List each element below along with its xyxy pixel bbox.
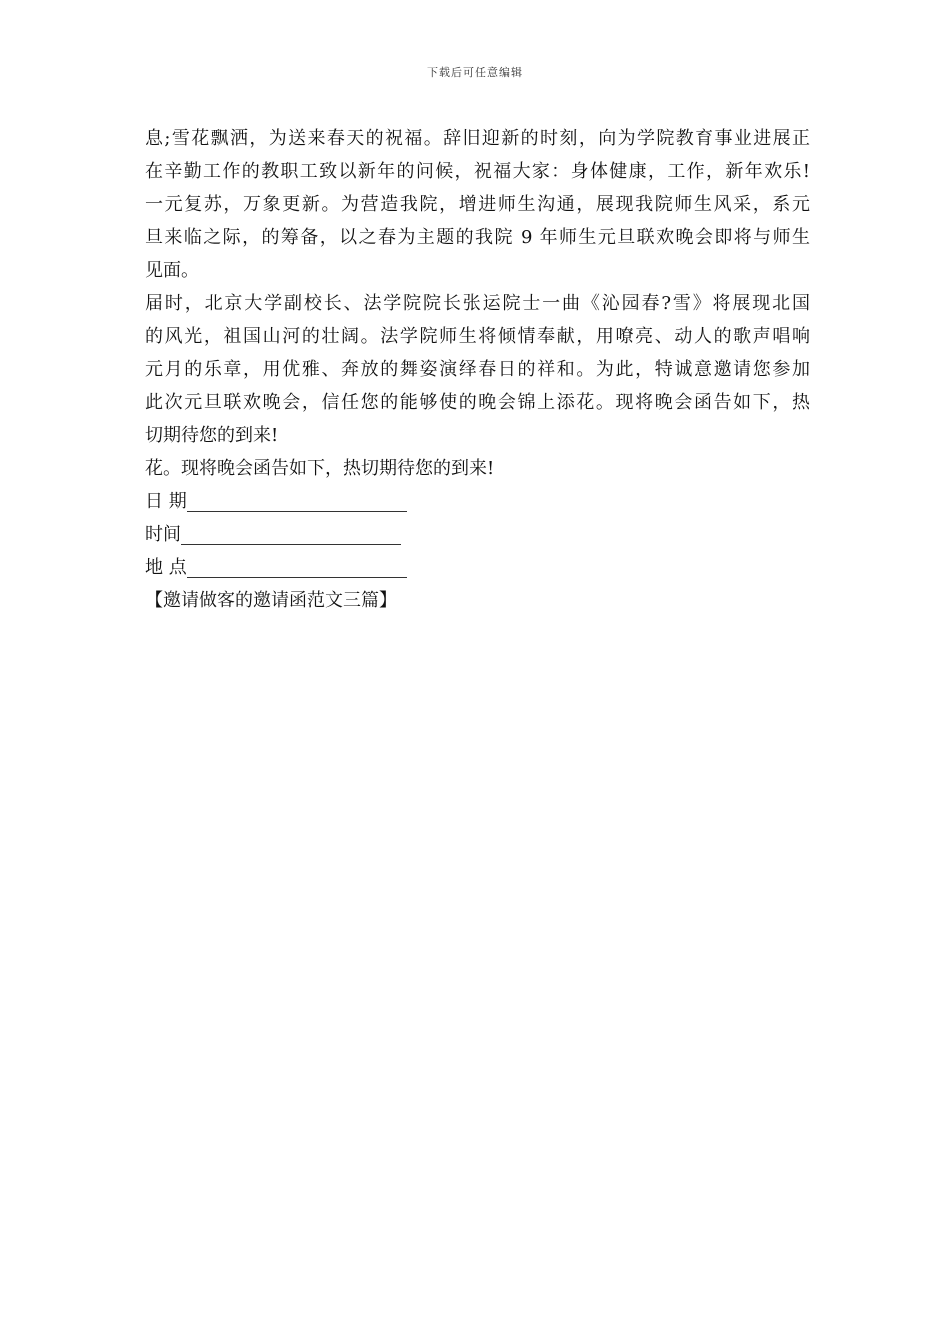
paragraph-line: 届时，北京大学副校长、法学院院长张运院士一曲《沁园春?雪》将展现北国 (145, 293, 810, 314)
date-blank (187, 489, 407, 512)
paragraph-line: 一元复苏，万象更新。为营造我院，增进师生沟通，展现我院师生风采，系元 (145, 194, 810, 215)
place-label: 地 点 (145, 557, 187, 578)
paragraph-line: 此次元旦联欢晚会，信任您的能够使的晚会锦上添花。现将晚会函告如下，热 (145, 392, 810, 413)
time-label: 时间 (145, 524, 181, 545)
date-row (145, 485, 810, 518)
place-row (145, 551, 810, 584)
paragraph-line: 花。现将晚会函告如下，热切期待您的到来! (145, 458, 495, 479)
document-body (145, 122, 810, 617)
page-header: 下载后可任意编辑 (427, 66, 523, 79)
paragraph-line: 息;雪花飘洒，为送来春天的祝福。辞旧迎新的时刻，向为学院教育事业进展正 (145, 128, 810, 149)
paragraph-line: 在辛勤工作的教职工致以新年的问候，祝福大家：身体健康，工作，新年欢乐! (145, 161, 810, 182)
time-row (145, 518, 810, 551)
place-blank (187, 555, 407, 578)
paragraph-line: 的风光，祖国山河的壮阔。法学院师生将倾情奉献，用嘹亮、动人的歌声唱响 (145, 326, 810, 347)
section-title: 【邀请做客的邀请函范文三篇】 (145, 590, 397, 611)
date-label: 日 期 (145, 491, 187, 512)
paragraph-line: 见面。 (145, 260, 199, 281)
paragraph-line: 元月的乐章，用优雅、奔放的舞姿演绎春日的祥和。为此，特诚意邀请您参加 (145, 359, 810, 380)
paragraph-line: 切期待您的到来! (145, 425, 279, 446)
paragraph-line: 旦来临之际，的筹备，以之春为主题的我院 9 年师生元旦联欢晚会即将与师生 (145, 227, 810, 248)
time-blank (181, 522, 401, 545)
